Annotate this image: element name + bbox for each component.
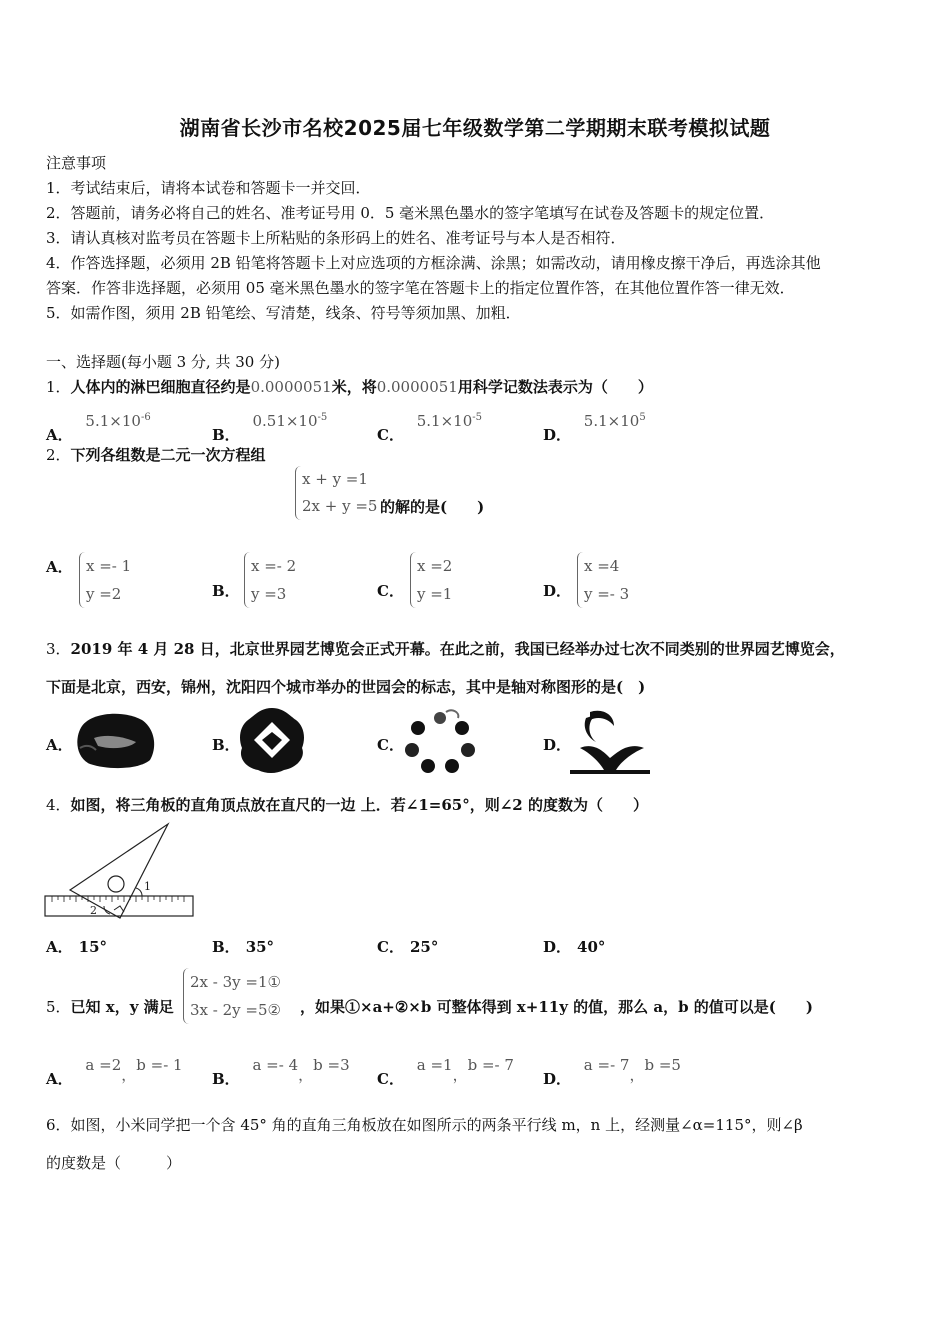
option-exponent: -5: [317, 412, 328, 423]
option-label: B．: [212, 582, 240, 600]
equation-system: [295, 466, 377, 520]
shenyang-logo-image: [568, 708, 652, 774]
question-number: 1．: [46, 378, 71, 396]
question-number: 2．: [46, 446, 71, 464]
notice-item: 2．答题前，请务必将自己的姓名、准考证号用 0．5 毫米黑色墨水的签字笔填写在试卷及答题卡的规定位置．: [46, 204, 775, 222]
equation-row: y =3: [251, 585, 287, 603]
option-value: 5.1×10: [583, 412, 640, 430]
notice-item: 5．如需作图，须用 2B 铅笔绘、写清楚，线条、符号等须加黑、加粗．: [46, 304, 521, 322]
question-5: [46, 996, 174, 1017]
question-text: 的度数是（ ）: [46, 1154, 182, 1172]
option-value: 0.51×10: [252, 412, 318, 430]
question-2: [46, 446, 266, 487]
ruler-triangle-figure: [44, 822, 196, 920]
equation-row: x =4: [584, 557, 620, 575]
option-c[interactable]: [377, 580, 404, 601]
question-text: 已知 x，y 满足: [70, 998, 174, 1016]
angle-2-label: 2: [90, 904, 97, 917]
option-b[interactable]: [212, 580, 240, 601]
option-a-system: [79, 552, 131, 608]
option-d[interactable]: [543, 580, 571, 601]
question-text: 用科学记数法表示为（ ）: [457, 378, 653, 396]
equation-row: x =- 2: [251, 557, 297, 575]
notice-heading: 注意事项: [46, 154, 107, 172]
option-value: a =1: [416, 1056, 453, 1074]
option-value: b =3: [313, 1056, 350, 1074]
option-b[interactable]: B． a =- 4，b =3: [212, 1056, 350, 1088]
option-label: A．: [46, 938, 73, 956]
option-label: D．: [543, 938, 572, 956]
option-label: D．: [543, 426, 572, 444]
option-a[interactable]: A．: [46, 736, 73, 754]
option-d[interactable]: D． a =- 7，b =5: [543, 1056, 681, 1088]
question-text: 人体内的淋巴细胞直径约是: [70, 378, 251, 396]
option-label: A．: [46, 558, 73, 576]
option-value: b =5: [644, 1056, 681, 1074]
equation-row: y =2: [86, 585, 122, 603]
question-6: [46, 1114, 803, 1135]
option-label: C．: [377, 426, 404, 444]
question-number: 4．: [46, 796, 71, 814]
option-c[interactable]: [377, 936, 438, 957]
option-value: 40°: [577, 938, 606, 956]
option-a[interactable]: [46, 410, 151, 444]
equation-row: 2x + y =5: [302, 497, 378, 515]
option-b[interactable]: B．: [212, 736, 240, 754]
question-text: 的解的是( ): [380, 498, 485, 516]
section-heading: 一、选择题(每小题 3 分, 共 30 分): [46, 353, 280, 371]
notice-item: 3．请认真核对监考员在答题卡上所粘贴的条形码上的姓名、准考证号与本人是否相符．: [46, 229, 626, 247]
option-b-system: [244, 552, 296, 608]
notice-item: 4．作答选择题，必须用 2B 铅笔将答题卡上对应选项的方框涂满、涂黑；如需改动，请用橡皮擦干净后，再选涂其他: [46, 254, 821, 272]
option-label: C．: [377, 938, 404, 956]
option-label: A．: [46, 426, 73, 444]
option-label: C．: [377, 1070, 404, 1088]
option-value: 15°: [78, 938, 108, 956]
option-b[interactable]: [212, 410, 328, 444]
equation-row: y =1: [417, 585, 453, 603]
angle-1-label: 1: [144, 880, 151, 893]
option-c[interactable]: [377, 410, 482, 444]
equation-row: 3x - 2y =5②: [190, 1001, 281, 1019]
option-c[interactable]: C．: [377, 736, 404, 754]
option-value: 5.1×10: [85, 412, 141, 430]
math-value: 0.0000051: [376, 378, 458, 396]
question-text: 如图，小米同学把一个含 45° 角的直角三角板放在如图所示的两条平行线 m，n 上，经测量∠α=115°，则∠β: [70, 1116, 803, 1134]
equation-system: [183, 968, 281, 1024]
equation-row: x =2: [417, 557, 453, 575]
question-number: 5．: [46, 998, 71, 1016]
option-label: B．: [212, 426, 240, 444]
xian-logo-image: [236, 706, 308, 774]
option-value: a =2: [85, 1056, 122, 1074]
question-4: [46, 794, 648, 815]
option-label: D．: [543, 1070, 572, 1088]
equation-row: 2x - 3y =1①: [190, 973, 281, 991]
question-number: 6．: [46, 1116, 71, 1134]
option-d[interactable]: [543, 936, 605, 957]
option-value: 5.1×10: [416, 412, 473, 430]
option-label: D．: [543, 582, 572, 600]
question-text: 米，将: [331, 378, 377, 396]
option-value: a =- 4: [252, 1056, 299, 1074]
option-d-system: [577, 552, 629, 608]
option-a[interactable]: [46, 552, 73, 601]
option-a[interactable]: A． a =2，b =- 1: [46, 1056, 183, 1088]
page-title: 湖南省长沙市名校2025届七年级数学第二学期期末联考模拟试题: [179, 116, 771, 140]
notice-item: 1．考试结束后，请将本试卷和答题卡一并交回．: [46, 179, 371, 197]
option-value: 35°: [245, 938, 275, 956]
option-c[interactable]: C． a =1，b =- 7: [377, 1056, 514, 1088]
question-number: 3．: [46, 640, 71, 658]
equation-row: y =- 3: [584, 585, 630, 603]
option-label: C．: [377, 582, 404, 600]
question-text: 2019 年 4 月 28 日，北京世界园艺博览会正式开幕。在此之前，我国已经举办过七次不同类别的世界园艺博览会，: [70, 640, 845, 658]
option-value: a =- 7: [583, 1056, 630, 1074]
notice-item: 答案．作答非选择题，必须用 05 毫米黑色墨水的签字笔在答题卡上的指定位置作答，在其他位置作答一律无效．: [46, 279, 795, 297]
equation-row: x + y =1: [302, 470, 368, 488]
question-text: 下面是北京，西安，锦州，沈阳四个城市举办的世园会的标志，其中是轴对称图形的是( ): [46, 678, 646, 696]
option-value: b =- 7: [467, 1056, 514, 1074]
beijing-logo-image: [72, 708, 158, 772]
question-text: 下列各组数是二元一次方程组: [70, 446, 266, 464]
option-exponent: -5: [472, 412, 482, 423]
option-b[interactable]: [212, 936, 274, 957]
question-3: [46, 638, 845, 659]
option-exponent: -6: [140, 412, 151, 423]
option-exponent: 5: [639, 412, 646, 423]
option-d[interactable]: [543, 410, 646, 444]
option-label: B．: [212, 1070, 240, 1088]
option-label: A．: [46, 1070, 73, 1088]
option-d[interactable]: D．: [543, 736, 572, 754]
question-1: [46, 376, 653, 397]
option-value: 25°: [409, 938, 439, 956]
option-c-system: [410, 552, 452, 608]
equation-row: x =- 1: [86, 557, 132, 575]
math-value: 0.0000051: [250, 378, 332, 396]
question-text: 如图，将三角板的直角顶点放在直尺的一边 上．若∠1=65°，则∠2 的度数为（ ）: [70, 796, 648, 814]
option-label: B．: [212, 938, 240, 956]
jinzhou-logo-image: [400, 708, 480, 774]
question-text: ，如果①×a+②×b 可整体得到 x+11y 的值，那么 a，b 的值可以是( ): [300, 998, 813, 1016]
option-value: b =- 1: [136, 1056, 183, 1074]
option-a[interactable]: [46, 936, 107, 957]
